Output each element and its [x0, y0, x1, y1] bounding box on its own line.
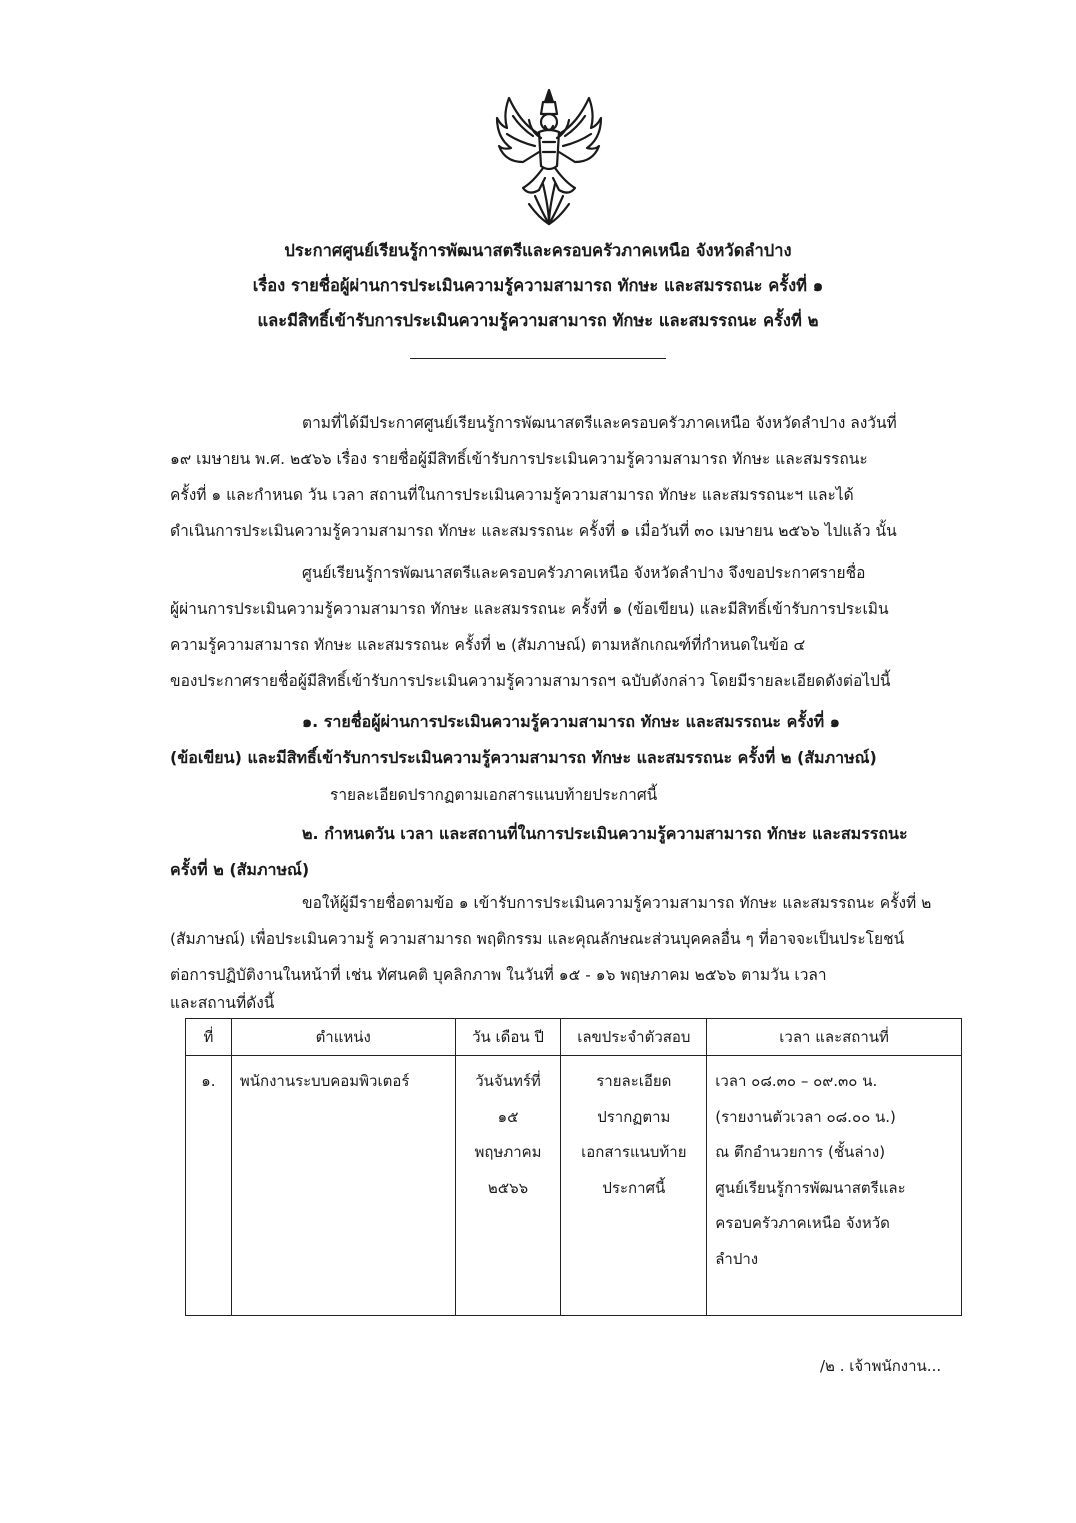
row-exam-id-line: เอกสารแนบท้าย	[581, 1143, 687, 1161]
paragraph2-line2: ผู้ผ่านการประเมินความรู้ความสามารถ ทักษะ และสมรรถนะ ครั้งที่ ๑ (ข้อเขียน) และมีสิทธิ์เข้ารับการประเมิน	[170, 600, 889, 618]
announcement-title-line1: ประกาศศูนย์เรียนรู้การพัฒนาสตรีและครอบครัวภาคเหนือ จังหวัดลำปาง	[284, 241, 792, 260]
paragraph2-line4: ของประกาศรายชื่อผู้มีสิทธิ์เข้ารับการประเมินความรู้ความสามารถฯ ฉบับดังกล่าว โดยมีรายละเอียดดังต่อไปนี้	[170, 672, 891, 690]
paragraph2-line1: ศูนย์เรียนรู้การพัฒนาสตรีและครอบครัวภาคเหนือ จังหวัดลำปาง จึงขอประกาศรายชื่อ	[302, 564, 866, 582]
row-exam-id-line: ปรากฏตาม	[597, 1107, 671, 1126]
header-date: วัน เดือน ปี	[455, 1019, 561, 1056]
row-no-cell	[186, 1056, 232, 1316]
announcement-subject-line2: และมีสิทธิ์เข้ารับการประเมินความรู้ความสามารถ ทักษะ และสมรรถนะ ครั้งที่ ๒	[257, 311, 819, 330]
paragraph1-line1: ตามที่ได้มีประกาศศูนย์เรียนรู้การพัฒนาสตรีและครอบครัวภาคเหนือ จังหวัดลำปาง ลงวันที่	[302, 414, 897, 432]
row-time-place-line: ศูนย์เรียนรู้การพัฒนาสตรีและ	[715, 1178, 906, 1197]
row-no: ๑.	[201, 1072, 216, 1090]
garuda-emblem-icon	[493, 88, 605, 228]
header-position: ตำแหน่ง	[231, 1019, 455, 1056]
section1-heading-line1: ๑. รายชื่อผู้ผ่านการประเมินความรู้ความสามารถ ทักษะ และสมรรถนะ ครั้งที่ ๑	[302, 712, 840, 731]
row-time-place-line: ลำปาง	[715, 1249, 759, 1268]
row-position: พนักงานระบบคอมพิวเตอร์	[239, 1072, 410, 1090]
section1-heading-line2: (ข้อเขียน) และมีสิทธิ์เข้ารับการประเมินความรู้ความสามารถ ทักษะ และสมรรถนะ ครั้งที่ ๒ (สัมภาษณ์)	[170, 748, 877, 767]
row-date-cell	[455, 1056, 561, 1316]
row-exam-id-line: รายละเอียด	[596, 1072, 672, 1090]
section2-body-line3: ต่อการปฏิบัติงานในหน้าที่ เช่น ทัศนคติ บุคลิกภาพ ในวันที่ ๑๕ - ๑๖ พฤษภาคม ๒๕๖๖ ตามวัน เวลา	[170, 966, 827, 984]
announcement-subject-line: เรื่อง รายชื่อผู้ผ่านการประเมินความรู้ความสามารถ ทักษะ และสมรรถนะ ครั้งที่ ๑	[252, 276, 824, 295]
table-row	[186, 1056, 962, 1316]
row-time-place-line: เวลา ๐๘.๓๐ – ๐๙.๓๐ น.	[715, 1072, 878, 1090]
row-date-line: วันจันทร์ที่	[475, 1072, 541, 1090]
schedule-table	[185, 1018, 962, 1316]
row-time-place-cell	[707, 1056, 962, 1316]
row-time-place-line: ณ ตึกอำนวยการ (ชั้นล่าง)	[715, 1143, 886, 1161]
row-time-place-line: (รายงานตัวเวลา ๐๘.๐๐ น.)	[715, 1107, 896, 1126]
section2-body-line2: (สัมภาษณ์) เพื่อประเมินความรู้ ความสามารถ พฤติกรรม และคุณลักษณะส่วนบุคคลอื่น ๆ ที่อาจจะเป็นประโยชน์	[170, 930, 905, 948]
header-time-place: เวลา และสถานที่	[707, 1019, 962, 1056]
section2-heading-line1: ๒. กำหนดวัน เวลา และสถานที่ในการประเมินความรู้ความสามารถ ทักษะ และสมรรถนะ	[302, 824, 908, 843]
page-continuation: /๒ . เจ้าพนักงาน...	[820, 1357, 942, 1375]
row-date-line: ๑๕	[497, 1107, 519, 1126]
section1-detail: รายละเอียดปรากฏตามเอกสารแนบท้ายประกาศนี้	[330, 786, 658, 804]
row-position-cell	[231, 1056, 455, 1316]
paragraph1-line2: ๑๙ เมษายน พ.ศ. ๒๕๖๖ เรื่อง รายชื่อผู้มีสิทธิ์เข้ารับการประเมินความรู้ความสามารถ ทักษะ และสมรรถนะ	[170, 450, 868, 468]
table-header-row	[186, 1019, 962, 1056]
row-time-place-line: ครอบครัวภาคเหนือ จังหวัด	[715, 1214, 890, 1232]
row-date-line: พฤษภาคม	[474, 1143, 542, 1161]
section2-body-line1: ขอให้ผู้มีรายชื่อตามข้อ ๑ เข้ารับการประเมินความรู้ความสามารถ ทักษะ และสมรรถนะ ครั้งที่ ๒	[302, 894, 932, 912]
title-divider	[410, 358, 666, 359]
row-exam-id-cell	[561, 1056, 707, 1316]
section2-heading-line2: ครั้งที่ ๒ (สัมภาษณ์)	[170, 860, 310, 879]
header-exam-id: เลขประจำตัวสอบ	[561, 1019, 707, 1056]
row-exam-id-line: ประกาศนี้	[602, 1178, 666, 1197]
row-date-line: ๒๕๖๖	[487, 1178, 529, 1197]
paragraph1-line3: ครั้งที่ ๑ และกำหนด วัน เวลา สถานที่ในการประเมินความรู้ความสามารถ ทักษะ และสมรรถนะฯ และได้	[170, 486, 854, 504]
paragraph2-line3: ความรู้ความสามารถ ทักษะ และสมรรถนะ ครั้งที่ ๒ (สัมภาษณ์) ตามหลักเกณฑ์ที่กำหนดในข้อ ๔	[170, 636, 806, 654]
paragraph1-line4: ดำเนินการประเมินความรู้ความสามารถ ทักษะ และสมรรถนะ ครั้งที่ ๑ เมื่อวันที่ ๓๐ เมษายน ๒๕๖๖ ไปแล้ว นั้น	[170, 522, 897, 540]
header-no: ที่	[186, 1019, 232, 1056]
section2-body-line4: และสถานที่ดังนี้	[170, 994, 275, 1012]
